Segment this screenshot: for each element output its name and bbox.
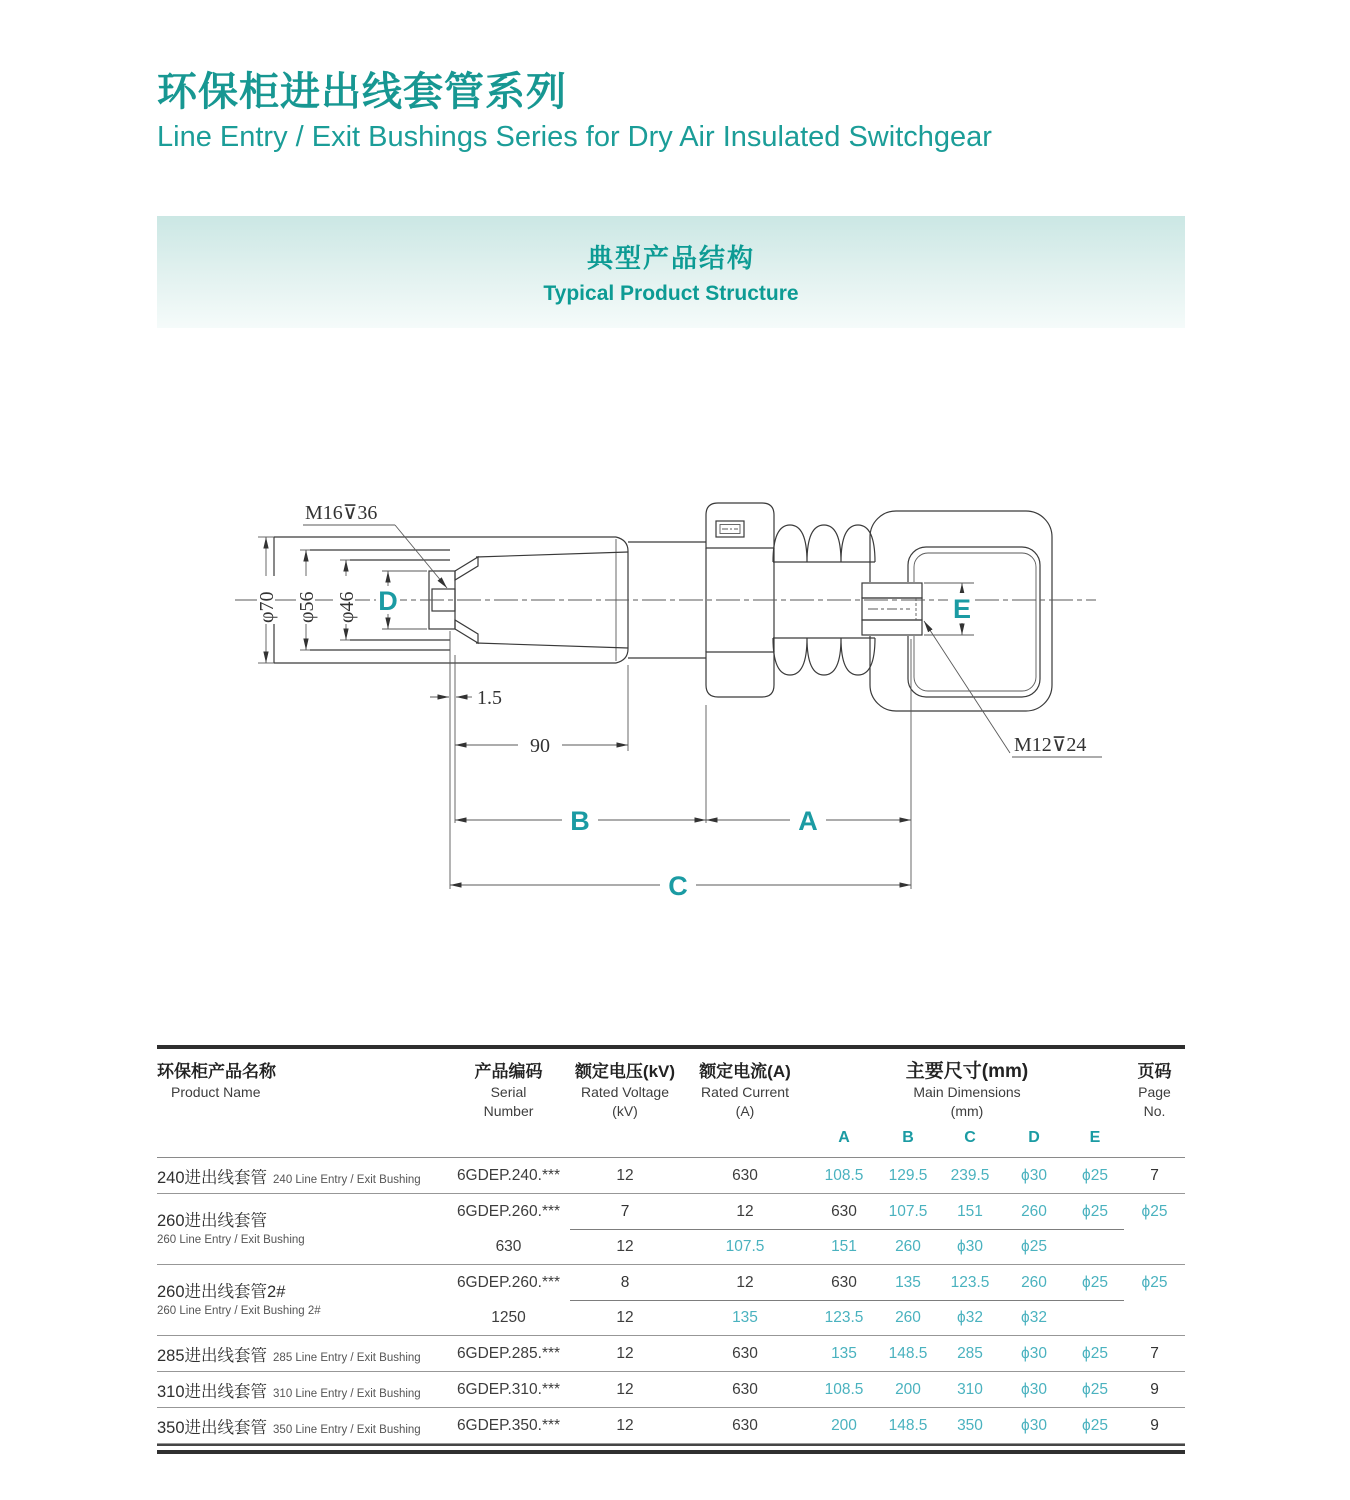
serial-number: 6GDEP.240.*** bbox=[456, 1166, 561, 1184]
col-header-c: C bbox=[964, 1129, 976, 1146]
serial-number: 6GDEP.310.*** bbox=[456, 1380, 561, 1398]
dim-a: 107.5 bbox=[725, 1237, 765, 1255]
col-header-a: A bbox=[838, 1129, 850, 1146]
thread-label-m16 bbox=[303, 502, 447, 588]
rated-current: 630 bbox=[732, 1416, 758, 1434]
rated-current: 630 bbox=[732, 1166, 758, 1184]
dim-c: 260 bbox=[1021, 1273, 1047, 1291]
serial-number: 6GDEP.285.*** bbox=[456, 1344, 561, 1362]
dim-e: ϕ25 bbox=[1082, 1380, 1108, 1398]
product-name bbox=[157, 1336, 447, 1371]
subrow-divider bbox=[570, 1229, 1124, 1230]
product-name-en: 310 Line Entry / Exit Bushing bbox=[273, 1387, 421, 1400]
dim-d: ϕ25 bbox=[1082, 1273, 1108, 1291]
header-dims-cn: 主要尺寸(mm) bbox=[905, 1061, 1029, 1082]
header-current-cn: 额定电流(A) bbox=[699, 1062, 791, 1081]
dim-e: ϕ25 bbox=[1141, 1202, 1168, 1220]
dimension-c bbox=[450, 870, 911, 900]
technical-drawing bbox=[210, 465, 1110, 900]
product-name-cn: 240进出线套管 bbox=[157, 1168, 268, 1187]
serial-number: 6GDEP.350.*** bbox=[456, 1416, 561, 1434]
dim-e: ϕ25 bbox=[1082, 1166, 1108, 1184]
dimension-90 bbox=[455, 665, 628, 757]
svg-text:φ56: φ56 bbox=[296, 591, 318, 623]
dim-e: ϕ32 bbox=[1021, 1308, 1047, 1326]
dim-b: 123.5 bbox=[950, 1273, 990, 1291]
rated-voltage: 12 bbox=[616, 1380, 634, 1398]
product-name bbox=[157, 1408, 447, 1443]
rated-current: 1250 bbox=[491, 1308, 526, 1326]
col-header-b: B bbox=[902, 1129, 914, 1146]
dim-b: 123.5 bbox=[824, 1308, 864, 1326]
dim-b: 148.5 bbox=[888, 1344, 928, 1362]
rated-voltage: 12 bbox=[736, 1202, 754, 1220]
header-voltage-en2: (kV) bbox=[612, 1103, 638, 1119]
page-no: 7 bbox=[620, 1202, 630, 1220]
svg-text:M16⊽36: M16⊽36 bbox=[305, 502, 378, 524]
dim-d: ϕ25 bbox=[1082, 1202, 1108, 1220]
rated-voltage: 12 bbox=[616, 1166, 634, 1184]
dim-c: 285 bbox=[957, 1344, 983, 1362]
header-product-en: Product Name bbox=[171, 1084, 261, 1100]
svg-text:D: D bbox=[378, 586, 398, 616]
serial-number: 6GDEP.260.*** bbox=[456, 1202, 561, 1220]
dimension-b bbox=[455, 705, 706, 836]
dim-b: 151 bbox=[957, 1202, 983, 1220]
section-banner bbox=[157, 216, 1185, 328]
rated-current: 630 bbox=[732, 1344, 758, 1362]
table-row bbox=[157, 1158, 1185, 1194]
page-title-block bbox=[157, 68, 992, 156]
product-name-en: 260 Line Entry / Exit Bushing 2# bbox=[157, 1304, 321, 1317]
header-current-en2: (A) bbox=[735, 1103, 755, 1119]
dim-a: 135 bbox=[895, 1273, 921, 1291]
page-no: 8 bbox=[620, 1273, 630, 1291]
dimension-phi56 bbox=[296, 550, 318, 650]
dimension-a bbox=[706, 639, 911, 889]
header-product-cn: 环保柜产品名称 bbox=[157, 1062, 276, 1081]
svg-text:φ46: φ46 bbox=[336, 591, 358, 623]
header-current-en1: Rated Current bbox=[701, 1084, 789, 1100]
header-page-en1: Page bbox=[1138, 1084, 1171, 1100]
header-dims-en1: Main Dimensions bbox=[913, 1084, 1021, 1100]
product-name-cn: 350进出线套管 bbox=[157, 1418, 268, 1437]
dim-b: 151 bbox=[831, 1237, 857, 1255]
thread-label-m12 bbox=[924, 621, 1102, 757]
dim-c: 260 bbox=[895, 1308, 921, 1326]
table-row bbox=[157, 1336, 1185, 1372]
header-voltage-en1: Rated Voltage bbox=[581, 1084, 669, 1100]
rated-current: 630 bbox=[831, 1273, 857, 1291]
rated-current: 630 bbox=[831, 1202, 857, 1220]
product-name-en: 240 Line Entry / Exit Bushing bbox=[273, 1173, 421, 1186]
table-row bbox=[157, 1372, 1185, 1408]
dim-c: 260 bbox=[895, 1237, 921, 1255]
dim-e: ϕ25 bbox=[1021, 1237, 1047, 1255]
header-serial-cn: 产品编码 bbox=[474, 1062, 543, 1081]
dim-a: 108.5 bbox=[824, 1166, 864, 1184]
dimension-letter-row bbox=[810, 1129, 1124, 1147]
rated-voltage: 12 bbox=[616, 1416, 634, 1434]
page-title-cn: 环保柜进出线套管系列 bbox=[157, 70, 567, 114]
product-name bbox=[157, 1194, 447, 1264]
dim-b: 200 bbox=[895, 1380, 921, 1398]
dimension-e bbox=[924, 583, 974, 635]
page-no: 9 bbox=[1150, 1380, 1159, 1398]
svg-text:φ70: φ70 bbox=[256, 591, 278, 623]
header-voltage-cn: 额定电压(kV) bbox=[574, 1062, 676, 1081]
product-name bbox=[157, 1372, 447, 1407]
table-row bbox=[157, 1194, 1185, 1265]
rated-current: 630 bbox=[495, 1237, 522, 1255]
product-name-cn: 310进出线套管 bbox=[157, 1382, 268, 1401]
dim-b: 129.5 bbox=[888, 1166, 928, 1184]
header-serial-en2: Number bbox=[483, 1103, 534, 1119]
page-title-en: Line Entry / Exit Bushings Series for Dry Air Insulated Switchgear bbox=[157, 121, 992, 153]
dimension-phi70 bbox=[256, 537, 278, 663]
rated-voltage: 12 bbox=[616, 1237, 634, 1255]
dim-d: ϕ30 bbox=[1021, 1416, 1047, 1434]
svg-text:A: A bbox=[798, 806, 818, 836]
product-name-cn: 260进出线套管 bbox=[157, 1211, 268, 1230]
svg-text:90: 90 bbox=[530, 735, 550, 757]
rated-voltage: 12 bbox=[616, 1344, 634, 1362]
product-name-en: 260 Line Entry / Exit Bushing bbox=[157, 1233, 305, 1246]
table-header bbox=[157, 1049, 1185, 1147]
col-header-e: E bbox=[1089, 1129, 1101, 1146]
dim-e: ϕ25 bbox=[1082, 1416, 1108, 1434]
svg-text:C: C bbox=[668, 871, 688, 900]
dim-a: 135 bbox=[831, 1344, 857, 1362]
dim-c: 239.5 bbox=[950, 1166, 990, 1184]
dim-a: 135 bbox=[732, 1308, 758, 1326]
table-bottom-rule bbox=[157, 1444, 1185, 1454]
table-row bbox=[157, 1265, 1185, 1336]
section-title-cn: 典型产品结构 bbox=[586, 243, 755, 273]
dim-d: ϕ30 bbox=[1021, 1344, 1047, 1362]
dim-e: ϕ25 bbox=[1082, 1344, 1108, 1362]
page-no: 7 bbox=[1150, 1344, 1159, 1362]
product-name bbox=[157, 1265, 447, 1335]
product-name bbox=[157, 1158, 447, 1193]
dim-c: 310 bbox=[957, 1380, 983, 1398]
dim-c: 350 bbox=[957, 1416, 983, 1434]
header-page-cn: 页码 bbox=[1137, 1062, 1172, 1081]
dim-c: 260 bbox=[1021, 1202, 1047, 1220]
page-no: 9 bbox=[1150, 1416, 1159, 1434]
spec-table bbox=[157, 1045, 1185, 1454]
rated-voltage: 12 bbox=[616, 1308, 634, 1326]
dim-a: 108.5 bbox=[824, 1380, 864, 1398]
table-row bbox=[157, 1408, 1185, 1444]
dim-e: ϕ25 bbox=[1141, 1273, 1168, 1291]
rated-voltage: 12 bbox=[736, 1273, 754, 1291]
dim-a: 200 bbox=[831, 1416, 857, 1434]
dimension-phi46 bbox=[336, 560, 358, 640]
svg-text:1.5: 1.5 bbox=[477, 687, 502, 709]
section-title-en: Typical Product Structure bbox=[543, 282, 799, 305]
dim-d: ϕ30 bbox=[1021, 1380, 1047, 1398]
dimension-1-5 bbox=[430, 631, 502, 889]
dim-a: 107.5 bbox=[888, 1202, 928, 1220]
serial-number: 6GDEP.260.*** bbox=[456, 1273, 561, 1291]
header-page-en2: No. bbox=[1143, 1103, 1166, 1119]
header-serial-en1: Serial bbox=[490, 1084, 527, 1100]
product-name-cn: 285进出线套管 bbox=[157, 1346, 268, 1365]
dim-d: ϕ32 bbox=[957, 1308, 983, 1326]
svg-text:E: E bbox=[952, 594, 972, 624]
dim-b: 148.5 bbox=[888, 1416, 928, 1434]
svg-text:M12⊽24: M12⊽24 bbox=[1014, 734, 1087, 756]
col-header-d: D bbox=[1028, 1129, 1040, 1146]
product-name-en: 350 Line Entry / Exit Bushing bbox=[273, 1423, 421, 1436]
rated-current: 630 bbox=[732, 1380, 758, 1398]
subrow-divider bbox=[570, 1300, 1124, 1301]
product-name-en: 285 Line Entry / Exit Bushing bbox=[273, 1351, 421, 1364]
dim-d: ϕ30 bbox=[1021, 1166, 1047, 1184]
dim-d: ϕ30 bbox=[957, 1237, 983, 1255]
svg-text:B: B bbox=[570, 806, 590, 836]
page-no: 7 bbox=[1150, 1166, 1159, 1184]
product-name-cn: 260进出线套管2# bbox=[157, 1282, 286, 1301]
header-dims-en2: (mm) bbox=[950, 1103, 984, 1119]
